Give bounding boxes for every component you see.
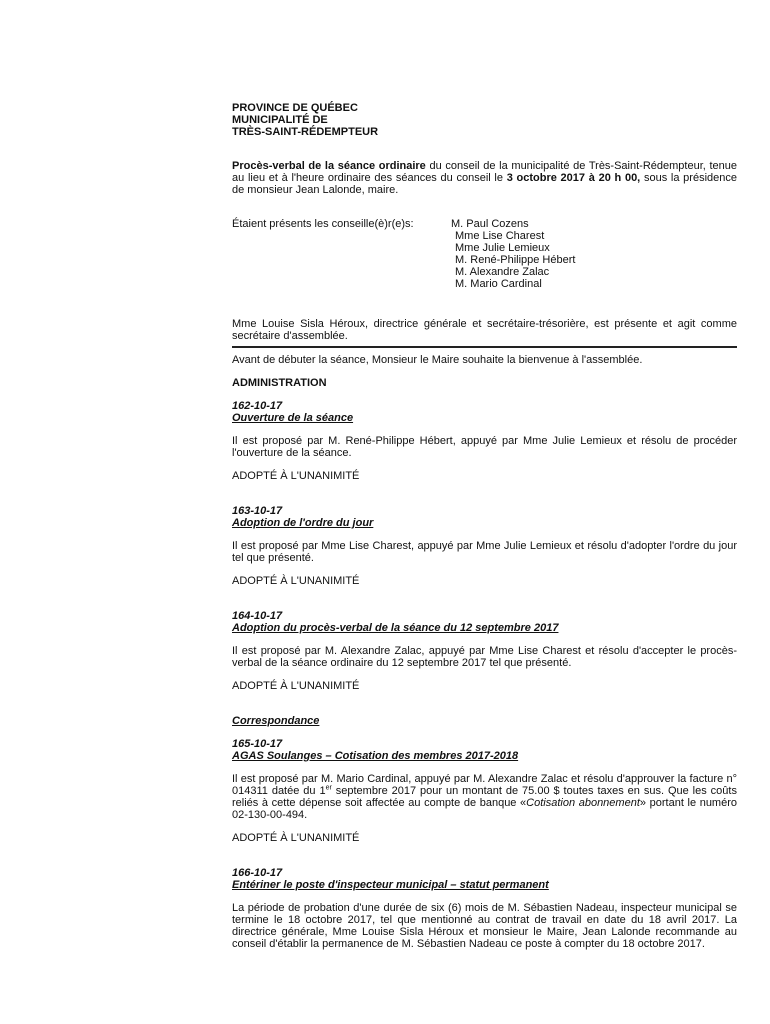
resolution-number: 166-10-17	[232, 867, 283, 879]
adopted-label: ADOPTÉ À L'UNANIMITÉ	[232, 680, 360, 692]
resolution-text	[232, 773, 737, 821]
adopted-label: ADOPTÉ À L'UNANIMITÉ	[232, 575, 360, 587]
present-list	[232, 218, 737, 290]
intro-text-2: sous la présidence de monsieur Jean Lalonde, maire.	[232, 172, 737, 196]
present-names	[451, 218, 575, 290]
resolution-text-part: Il est proposé par M. Mario Cardinal, appuyé par M. Alexandre Zalac et résolu d'approuver la facture n° 014311 datée du 1	[232, 773, 737, 797]
divider	[232, 346, 737, 348]
resolution-text: Il est proposé par M. René-Philippe Hébert, appuyé par Mme Julie Lemieux et résolu de procéder l'ouverture de la séance.	[232, 435, 737, 459]
resolution-title: Adoption de l'ordre du jour	[232, 517, 374, 529]
present-name: M. Paul Cozens	[451, 218, 529, 230]
intro-text-1: du conseil de la municipalité de Très-Saint-Rédempteur, tenue au lieu et à l'heure ordinaire des séances du conseil le	[232, 160, 738, 184]
superscript-er: er	[325, 784, 332, 792]
resolution-title: Adoption du procès-verbal de la séance du 12 septembre 2017	[232, 622, 559, 634]
adopted-label: ADOPTÉ À L'UNANIMITÉ	[232, 832, 360, 844]
present-name: M. Alexandre Zalac	[455, 266, 550, 278]
resolution-title: Entériner le poste d'inspecteur municipal – statut permanent	[232, 879, 549, 891]
intro-paragraph	[232, 160, 737, 196]
welcome-paragraph: Avant de débuter la séance, Monsieur le Maire souhaite la bienvenue à l'assemblée.	[232, 354, 643, 366]
header-province: PROVINCE DE QUÉBEC	[232, 102, 358, 114]
secretary-paragraph: Mme Louise Sisla Héroux, directrice générale et secrétaire-trésorière, est présente et agit comme secrétaire d'assemblée.	[232, 318, 737, 342]
resolution-title: Ouverture de la séance	[232, 412, 354, 424]
intro-date: 3 octobre 2017 à 20 h 00,	[506, 172, 641, 184]
resolution-number: 164-10-17	[232, 610, 283, 622]
resolution-text-part: » portant le numéro 02-130-00-494.	[232, 797, 737, 821]
resolution-text: Il est proposé par Mme Lise Charest, appuyé par Mme Julie Lemieux et résolu d'adopter l'ordre du jour tel que présenté.	[232, 540, 737, 564]
resolution-text: La période de probation d'une durée de six (6) mois de M. Sébastien Nadeau, inspecteur municipal se termine le 18 octobre 2017, tel que mentionné au contrat de travail en date du 18 avril 2017. La directrice générale, Mme Louise Sisla Héroux et monsieur le Maire, Jean Lalonde recommande au conseil d'établir la permanence de M. Sébastien Nadeau ce poste à compter du 18 octobre 2017.	[232, 902, 737, 950]
document-header	[232, 102, 737, 138]
present-name: Mme Julie Lemieux	[455, 242, 550, 254]
resolution-number: 165-10-17	[232, 738, 283, 750]
present-label: Étaient présents les conseille(è)r(e)s:	[232, 218, 414, 230]
adopted-label: ADOPTÉ À L'UNANIMITÉ	[232, 470, 360, 482]
resolution-number: 162-10-17	[232, 400, 283, 412]
resolution-number: 163-10-17	[232, 505, 283, 517]
present-name: M. Mario Cardinal	[455, 278, 542, 290]
present-name: Mme Lise Charest	[455, 230, 545, 242]
header-town: TRÈS-SAINT-RÉDEMPTEUR	[232, 126, 379, 138]
account-name: Cotisation abonnement	[526, 797, 640, 809]
document-page	[232, 102, 737, 950]
resolution-text: Il est proposé par M. Alexandre Zalac, appuyé par Mme Lise Charest et résolu d'accepter le procès-verbal de la séance ordinaire du 12 septembre 2017 tel que présenté.	[232, 645, 737, 669]
resolution-text-part: septembre 2017 pour un montant de 75.00 $ toutes taxes en sus. Que les coûts reliés à cette dépense soit affectée au compte de banque «	[232, 785, 737, 809]
header-municipality: MUNICIPALITÉ DE	[232, 114, 328, 126]
resolution-title: AGAS Soulanges – Cotisation des membres 2017-2018	[232, 750, 519, 762]
present-name: M. René-Philippe Hébert	[455, 254, 576, 266]
section-correspondance: Correspondance	[232, 715, 320, 727]
intro-bold-title: Procès-verbal de la séance ordinaire	[232, 160, 426, 172]
section-administration: ADMINISTRATION	[232, 377, 327, 389]
